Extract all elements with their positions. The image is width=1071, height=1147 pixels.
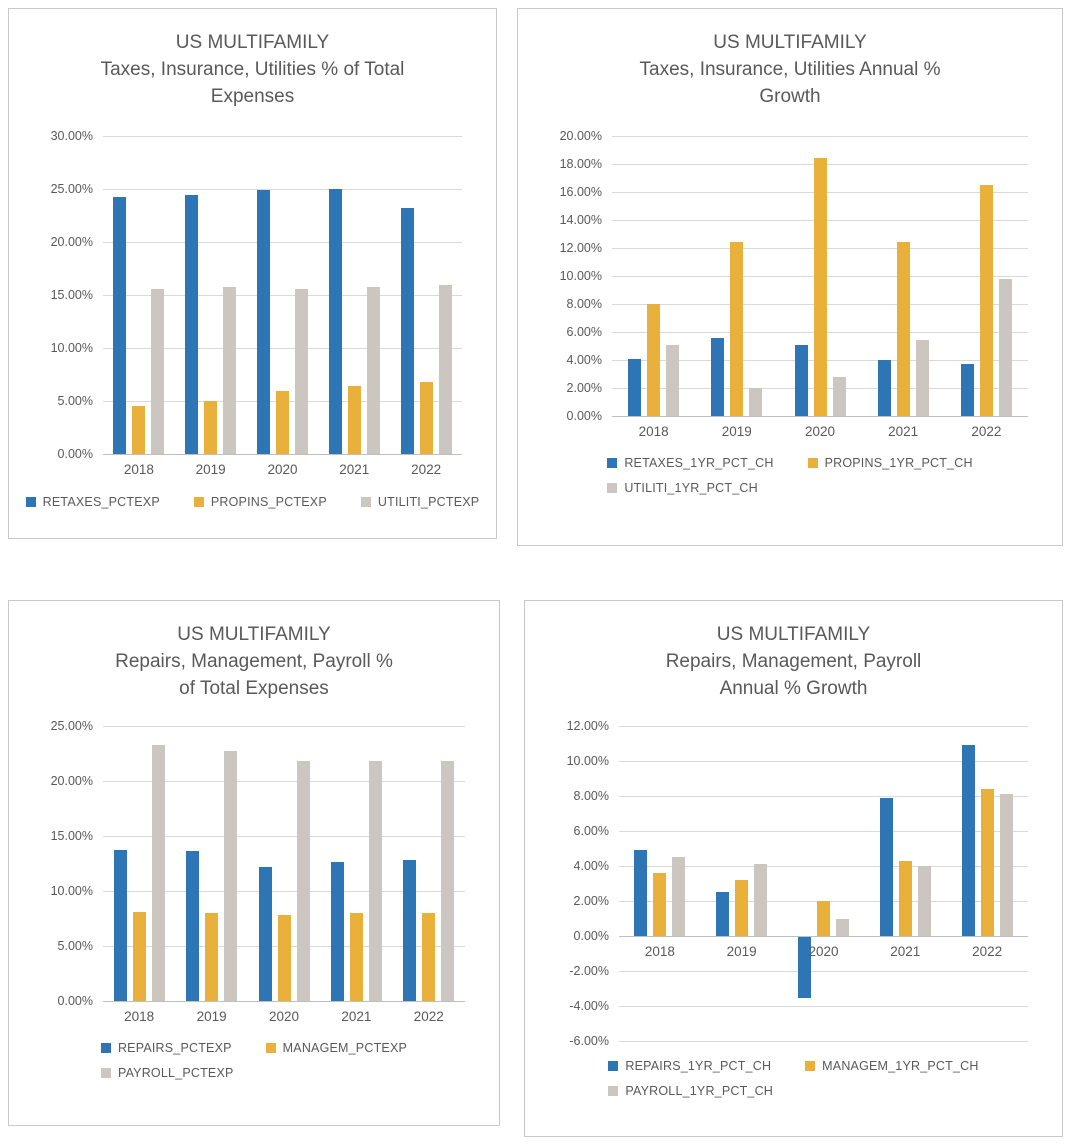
chart-panel-taxes-insurance-utilities-annual-growth: [517, 8, 1063, 546]
y-tick-label: 15.00%: [50, 829, 93, 843]
PAYROLL_PCTEXP-bar-2022: [441, 761, 454, 1001]
REPAIRS_1YR_PCT_CH-bar-2018: [634, 850, 647, 936]
UTILITI_PCTEXP-bar-2020: [295, 289, 308, 454]
chart-legend-block: [101, 1041, 407, 1091]
y-tick-label: 20.00%: [559, 129, 602, 143]
chart-panel-repairs-management-payroll-annual-growth: [524, 600, 1063, 1137]
chart-title-line: Annual % Growth: [719, 678, 868, 699]
MANAGEM_1YR_PCT_CH-bar-2020: [817, 901, 830, 936]
legend-item-PAYROLL_1YR_PCT_CH: [608, 1084, 773, 1098]
chart-title: [541, 621, 1046, 702]
chart-title-line: Repairs, Management, Payroll: [665, 651, 922, 672]
MANAGEM_1YR_PCT_CH-bar-2021: [899, 861, 912, 936]
legend-item-UTILITI_1YR_PCT_CH: [607, 481, 758, 495]
gridline: [619, 971, 1028, 972]
y-tick-label: 6.00%: [566, 325, 602, 339]
chart-title: [25, 29, 480, 110]
gridline: [619, 1006, 1028, 1007]
gridline: [103, 189, 462, 190]
UTILITI_1YR_PCT_CH-bar-2022: [999, 279, 1012, 416]
plot-area: [50, 719, 465, 1024]
y-tick-label: 30.00%: [50, 129, 93, 143]
legend-marker-icon: [607, 483, 617, 493]
legend-item-UTILITI_PCTEXP: [361, 495, 479, 509]
RETAXES_PCTEXP-bar-2019: [185, 195, 198, 454]
legend-marker-icon: [608, 1061, 618, 1071]
legend-item-PROPINS_PCTEXP: [194, 495, 327, 509]
y-tick-label: 10.00%: [559, 269, 602, 283]
legend-label: PROPINS_PCTEXP: [210, 495, 327, 509]
chart-title-line: US MULTIFAMILY: [175, 32, 330, 53]
gridline: [619, 726, 1028, 727]
y-tick-label: 10.00%: [50, 341, 93, 355]
y-tick-label: 10.00%: [566, 754, 609, 768]
PROPINS_1YR_PCT_CH-bar-2019: [730, 242, 743, 416]
legend-label: REPAIRS_1YR_PCT_CH: [625, 1059, 772, 1073]
y-tick-label: 16.00%: [559, 185, 602, 199]
PROPINS_PCTEXP-bar-2019: [204, 401, 217, 454]
RETAXES_1YR_PCT_CH-bar-2018: [628, 359, 641, 416]
REPAIRS_PCTEXP-bar-2021: [331, 862, 344, 1001]
RETAXES_1YR_PCT_CH-bar-2020: [795, 345, 808, 416]
legend-marker-icon: [808, 458, 818, 468]
PROPINS_1YR_PCT_CH-bar-2020: [814, 158, 827, 416]
legend-row: [101, 1066, 407, 1080]
legend-item-RETAXES_PCTEXP: [26, 495, 160, 509]
REPAIRS_PCTEXP-bar-2019: [186, 851, 199, 1001]
gridline: [619, 1041, 1028, 1042]
x-category-label: 2020: [267, 462, 298, 477]
y-tick-label: 4.00%: [566, 353, 602, 367]
chart-legend: [25, 494, 480, 520]
PROPINS_PCTEXP-bar-2022: [420, 382, 433, 454]
chart-legend-block: [607, 456, 972, 506]
chart-title: [25, 621, 483, 702]
PAYROLL_PCTEXP-bar-2021: [369, 761, 382, 1001]
chart-title-line: US MULTIFAMILY: [177, 624, 331, 645]
PAYROLL_1YR_PCT_CH-bar-2021: [918, 866, 931, 936]
legend-marker-icon: [101, 1068, 111, 1078]
MANAGEM_1YR_PCT_CH-bar-2018: [653, 873, 666, 936]
y-tick-label: 10.00%: [50, 884, 93, 898]
PROPINS_PCTEXP-bar-2021: [348, 386, 361, 454]
y-tick-label: -4.00%: [569, 999, 609, 1013]
PROPINS_1YR_PCT_CH-bar-2021: [897, 242, 910, 416]
RETAXES_PCTEXP-bar-2018: [113, 197, 126, 454]
MANAGEM_PCTEXP-bar-2020: [278, 915, 291, 1001]
RETAXES_1YR_PCT_CH-bar-2021: [878, 360, 891, 416]
x-category-label: 2018: [123, 462, 154, 477]
x-category-label: 2018: [124, 1009, 155, 1024]
y-tick-label: 18.00%: [559, 157, 602, 171]
RETAXES_PCTEXP-bar-2021: [329, 189, 342, 454]
gridline: [103, 136, 462, 137]
x-category-label: 2021: [341, 1009, 372, 1024]
REPAIRS_PCTEXP-bar-2020: [259, 867, 272, 1001]
PROPINS_1YR_PCT_CH-bar-2018: [647, 304, 660, 416]
chart-legend: [25, 1041, 483, 1091]
y-tick-label: 0.00%: [573, 929, 609, 943]
y-tick-label: 6.00%: [573, 824, 609, 838]
x-category-label: 2022: [971, 424, 1002, 439]
legend-marker-icon: [194, 497, 204, 507]
y-tick-label: 5.00%: [57, 394, 93, 408]
gridline: [103, 726, 465, 727]
y-tick-label: 25.00%: [50, 182, 93, 196]
legend-label: PAYROLL_PCTEXP: [117, 1066, 234, 1080]
legend-label: UTILITI_1YR_PCT_CH: [624, 481, 758, 495]
legend-marker-icon: [266, 1043, 276, 1053]
legend-marker-icon: [805, 1061, 815, 1071]
chart-legend-block: [26, 495, 480, 520]
y-tick-label: 0.00%: [57, 994, 93, 1008]
y-tick-label: -6.00%: [569, 1034, 609, 1048]
RETAXES_PCTEXP-bar-2020: [257, 190, 270, 454]
legend-item-RETAXES_1YR_PCT_CH: [607, 456, 773, 470]
x-category-label: 2020: [808, 944, 839, 959]
y-tick-label: 20.00%: [50, 774, 93, 788]
legend-label: PAYROLL_1YR_PCT_CH: [625, 1084, 774, 1098]
chart-panel-taxes-insurance-utilities-pct-of-expenses: [8, 8, 497, 539]
MANAGEM_1YR_PCT_CH-bar-2022: [981, 789, 994, 936]
legend-label: RETAXES_PCTEXP: [42, 495, 160, 509]
x-category-label: 2019: [721, 424, 752, 439]
legend-row: [26, 495, 480, 509]
y-tick-label: 2.00%: [573, 894, 609, 908]
MANAGEM_1YR_PCT_CH-bar-2019: [735, 880, 748, 936]
chart-title-line: Taxes, Insurance, Utilities Annual %: [639, 59, 941, 80]
chart-title-line: Repairs, Management, Payroll %: [115, 651, 393, 672]
y-tick-label: 12.00%: [559, 241, 602, 255]
x-category-label: 2019: [726, 944, 757, 959]
RETAXES_PCTEXP-bar-2022: [401, 208, 414, 454]
y-tick-label: 20.00%: [50, 235, 93, 249]
y-tick-label: -2.00%: [569, 964, 609, 978]
UTILITI_1YR_PCT_CH-bar-2018: [666, 345, 679, 416]
chart-title-line: of Total Expenses: [179, 678, 329, 699]
x-category-label: 2020: [804, 424, 836, 439]
y-tick-label: 12.00%: [566, 719, 609, 733]
legend-item-PROPINS_1YR_PCT_CH: [808, 456, 973, 470]
x-category-label: 2021: [339, 462, 370, 477]
chart-panel-repairs-management-payroll-pct-of-expenses: [8, 600, 500, 1126]
x-category-label: 2019: [195, 462, 226, 477]
x-category-label: 2018: [638, 424, 669, 439]
legend-item-REPAIRS_1YR_PCT_CH: [608, 1059, 771, 1073]
PAYROLL_1YR_PCT_CH-bar-2018: [672, 857, 685, 936]
legend-item-PAYROLL_PCTEXP: [101, 1066, 234, 1080]
y-tick-label: 15.00%: [50, 288, 93, 302]
UTILITI_PCTEXP-bar-2018: [151, 289, 164, 454]
y-tick-label: 0.00%: [57, 447, 93, 461]
RETAXES_1YR_PCT_CH-bar-2022: [961, 364, 974, 416]
x-axis-line: [103, 454, 462, 455]
REPAIRS_1YR_PCT_CH-bar-2022: [962, 745, 975, 936]
PAYROLL_1YR_PCT_CH-bar-2022: [1000, 794, 1013, 936]
plot-area: [559, 129, 1028, 439]
MANAGEM_PCTEXP-bar-2021: [350, 913, 363, 1001]
legend-row: [607, 456, 972, 470]
PAYROLL_PCTEXP-bar-2019: [224, 751, 237, 1001]
chart-legend: [534, 456, 1046, 506]
REPAIRS_1YR_PCT_CH-bar-2021: [880, 798, 893, 936]
y-tick-label: 14.00%: [559, 213, 602, 227]
legend-marker-icon: [26, 497, 36, 507]
UTILITI_PCTEXP-bar-2021: [367, 287, 380, 454]
MANAGEM_PCTEXP-bar-2019: [205, 913, 218, 1001]
legend-row: [607, 481, 972, 495]
x-axis-line: [103, 1001, 465, 1002]
x-category-label: 2022: [972, 944, 1003, 959]
legend-marker-icon: [361, 497, 371, 507]
gridline: [612, 136, 1028, 137]
PAYROLL_1YR_PCT_CH-bar-2019: [754, 864, 767, 936]
PAYROLL_PCTEXP-bar-2018: [152, 745, 165, 1001]
UTILITI_1YR_PCT_CH-bar-2021: [916, 340, 929, 416]
PAYROLL_PCTEXP-bar-2020: [297, 761, 310, 1001]
legend-marker-icon: [608, 1086, 618, 1096]
chart-title-line: Growth: [759, 86, 821, 107]
REPAIRS_1YR_PCT_CH-bar-2019: [716, 892, 729, 936]
legend-marker-icon: [101, 1043, 111, 1053]
legend-marker-icon: [607, 458, 617, 468]
x-axis-line: [619, 936, 1028, 937]
x-category-label: 2022: [411, 462, 442, 477]
y-tick-label: 8.00%: [573, 789, 609, 803]
x-axis-line: [612, 416, 1028, 417]
legend-item-REPAIRS_PCTEXP: [101, 1041, 232, 1055]
legend-row: [101, 1041, 407, 1055]
UTILITI_PCTEXP-bar-2022: [439, 285, 452, 454]
PAYROLL_1YR_PCT_CH-bar-2020: [836, 919, 849, 937]
MANAGEM_PCTEXP-bar-2018: [133, 912, 146, 1001]
y-tick-label: 2.00%: [566, 381, 602, 395]
x-category-label: 2019: [196, 1009, 227, 1024]
legend-row: [608, 1084, 978, 1098]
UTILITI_1YR_PCT_CH-bar-2020: [833, 377, 846, 416]
x-category-label: 2022: [413, 1009, 444, 1024]
REPAIRS_PCTEXP-bar-2018: [114, 850, 127, 1001]
legend-label: REPAIRS_PCTEXP: [117, 1041, 232, 1055]
x-category-label: 2021: [888, 424, 919, 439]
chart-legend-block: [608, 1059, 978, 1109]
x-category-label: 2021: [890, 944, 921, 959]
chart-title-line: US MULTIFAMILY: [713, 32, 867, 53]
UTILITI_PCTEXP-bar-2019: [223, 287, 236, 454]
legend-label: MANAGEM_PCTEXP: [282, 1041, 408, 1055]
legend-item-MANAGEM_1YR_PCT_CH: [805, 1059, 978, 1073]
legend-label: MANAGEM_1YR_PCT_CH: [822, 1059, 979, 1073]
PROPINS_PCTEXP-bar-2020: [276, 391, 289, 454]
chart-title: [534, 29, 1046, 110]
y-tick-label: 25.00%: [50, 719, 93, 733]
plot-area: [566, 719, 1028, 1048]
x-category-label: 2020: [268, 1009, 300, 1024]
RETAXES_1YR_PCT_CH-bar-2019: [711, 338, 724, 416]
y-tick-label: 4.00%: [573, 859, 609, 873]
chart-title-line: US MULTIFAMILY: [716, 624, 871, 645]
y-tick-label: 0.00%: [566, 409, 602, 423]
chart-legend: [541, 1059, 1046, 1109]
legend-label: PROPINS_1YR_PCT_CH: [824, 456, 973, 470]
legend-label: UTILITI_PCTEXP: [377, 495, 480, 509]
chart-title-line: Taxes, Insurance, Utilities % of Total: [100, 59, 405, 80]
y-tick-label: 8.00%: [566, 297, 602, 311]
x-category-label: 2018: [644, 944, 675, 959]
y-tick-label: 5.00%: [57, 939, 93, 953]
chart-title-line: Expenses: [210, 86, 295, 107]
legend-item-MANAGEM_PCTEXP: [266, 1041, 407, 1055]
PROPINS_1YR_PCT_CH-bar-2022: [980, 185, 993, 416]
PROPINS_PCTEXP-bar-2018: [132, 406, 145, 454]
plot-area: [50, 129, 462, 477]
UTILITI_1YR_PCT_CH-bar-2019: [749, 388, 762, 416]
legend-label: RETAXES_1YR_PCT_CH: [624, 456, 774, 470]
REPAIRS_PCTEXP-bar-2022: [403, 860, 416, 1001]
MANAGEM_PCTEXP-bar-2022: [422, 913, 435, 1001]
legend-row: [608, 1059, 978, 1073]
